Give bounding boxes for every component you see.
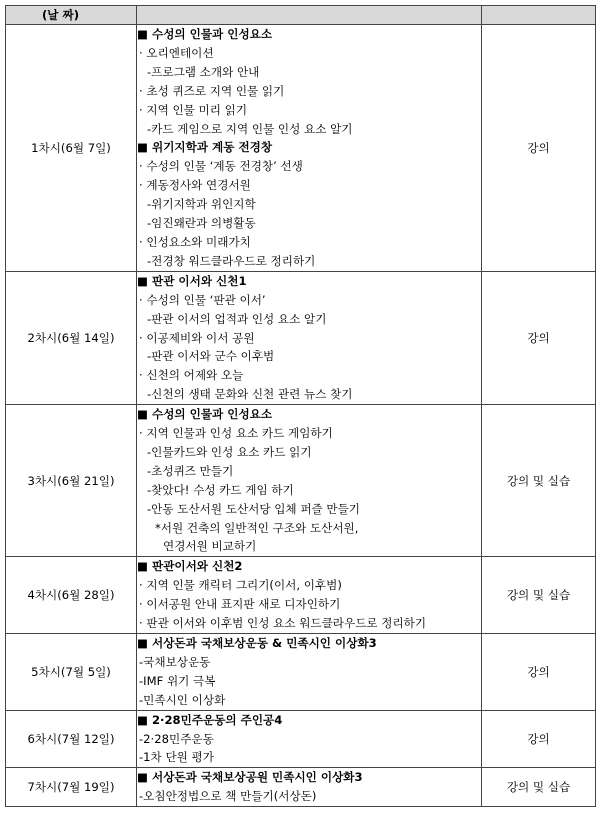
header-date: (날 짜) [6,6,137,25]
table-header-row [6,6,596,25]
session-content [137,405,482,557]
content-line: · 지역 인물 캐릭터 그리기(이서, 이후범) [139,578,342,593]
session-type: 강의 및 실습 [482,405,596,557]
session-content [137,768,482,807]
content-heading: ■ 2·28민주운동의 주인공4 [137,712,283,727]
table-row [6,768,596,807]
session-content [137,271,482,404]
content-heading: ■ 수성의 인물과 인성요소 [137,407,273,422]
content-line: -임진왜란과 의병활동 [147,216,256,231]
session-content [137,25,482,272]
content-line: -오침안정법으로 책 만들기(서상돈) [139,789,317,804]
session-date: 2차시(6월 14일) [6,271,137,404]
content-line: -민족시인 이상화 [139,692,226,707]
content-line: -국채보상운동 [139,654,211,669]
content-line: -판관 이서의 업적과 인성 요소 알기 [147,311,327,326]
table-row [6,557,596,634]
session-date: 6차시(7월 12일) [6,710,137,768]
session-type: 강의 [482,710,596,768]
content-line: · 인성요소와 미래가치 [139,234,251,249]
content-line: -안동 도산서원 도산서당 입체 퍼즐 만들기 [147,501,361,516]
content-line: · 초성 퀴즈로 지역 인물 읽기 [139,83,285,98]
content-line: · 이서공원 안내 표지판 새로 디자인하기 [139,597,341,612]
content-heading: ■ 수성의 인물과 인성요소 [137,27,273,41]
content-line: -1차 단원 평가 [139,750,214,765]
session-date: 5차시(7월 5일) [6,634,137,711]
content-line: · 판관 이서와 이후범 인성 요소 워드클라우드로 정리하기 [139,616,427,631]
session-content [137,634,482,711]
content-line: -프로그램 소개와 안내 [147,64,260,79]
content-heading: ■ 서상돈과 국채보상운동 & 민족시인 이상화3 [137,636,377,650]
session-date: 3차시(6월 21일) [6,405,137,557]
content-heading: ■ 서상돈과 국채보상공원 민족시인 이상화3 [137,770,363,785]
content-line: · 지역 인물과 인성 요소 카드 게임하기 [139,426,333,441]
content-line: -판관 이서와 군수 이후범 [147,349,275,364]
content-line: -찾았다! 수성 카드 게임 하기 [147,482,294,497]
content-line: -인물카드와 인성 요소 카드 읽기 [147,444,312,459]
content-line: 연경서원 비교하기 [163,539,257,554]
schedule-table [5,5,596,807]
table-row [6,710,596,768]
content-heading: ■ 판관 이서와 신천1 [137,273,247,288]
content-line: · 지역 인물 미리 읽기 [139,102,248,117]
content-line: -IMF 위기 극복 [139,673,216,688]
table-row [6,405,596,557]
header-type [482,6,596,25]
content-line: · 수성의 인물 ‘계동 전경창’ 선생 [139,159,303,174]
content-line: -위기지학과 위인지학 [147,197,256,212]
session-type: 강의 [482,25,596,272]
table-row [6,634,596,711]
session-content [137,710,482,768]
content-line: *서원 건축의 일반적인 구조와 도산서원, [155,520,359,535]
content-line: · 오리엔테이션 [139,45,214,60]
content-line: -전경창 워드클라우드로 정리하기 [147,253,316,268]
header-content [137,6,482,25]
session-content [137,557,482,634]
session-date: 7차시(7월 19일) [6,768,137,807]
session-type: 강의 및 실습 [482,557,596,634]
table-row [6,271,596,404]
session-date: 4차시(6월 28일) [6,557,137,634]
table-body [6,25,596,807]
content-line: · 신천의 어제와 오늘 [139,368,244,383]
content-line: · 수성의 인물 ‘판관 이서’ [139,292,266,307]
content-line: -2·28민주운동 [139,731,214,746]
content-line: · 계동정사와 연경서원 [139,178,251,193]
session-type: 강의 [482,271,596,404]
table-row [6,25,596,272]
content-line: · 이공제비와 이서 공원 [139,330,255,345]
content-heading: ■ 판관이서와 신천2 [137,559,243,574]
content-heading: ■ 위기지학과 계동 전경창 [137,140,273,155]
session-type: 강의 [482,634,596,711]
session-date: 1차시(6월 7일) [6,25,137,272]
content-line: -신천의 생태 문화와 신천 관련 뉴스 찾기 [147,387,353,402]
session-type: 강의 및 실습 [482,768,596,807]
content-line: -카드 게임으로 지역 인물 인성 요소 알기 [147,121,353,136]
content-line: -초성퀴즈 만들기 [147,463,234,478]
